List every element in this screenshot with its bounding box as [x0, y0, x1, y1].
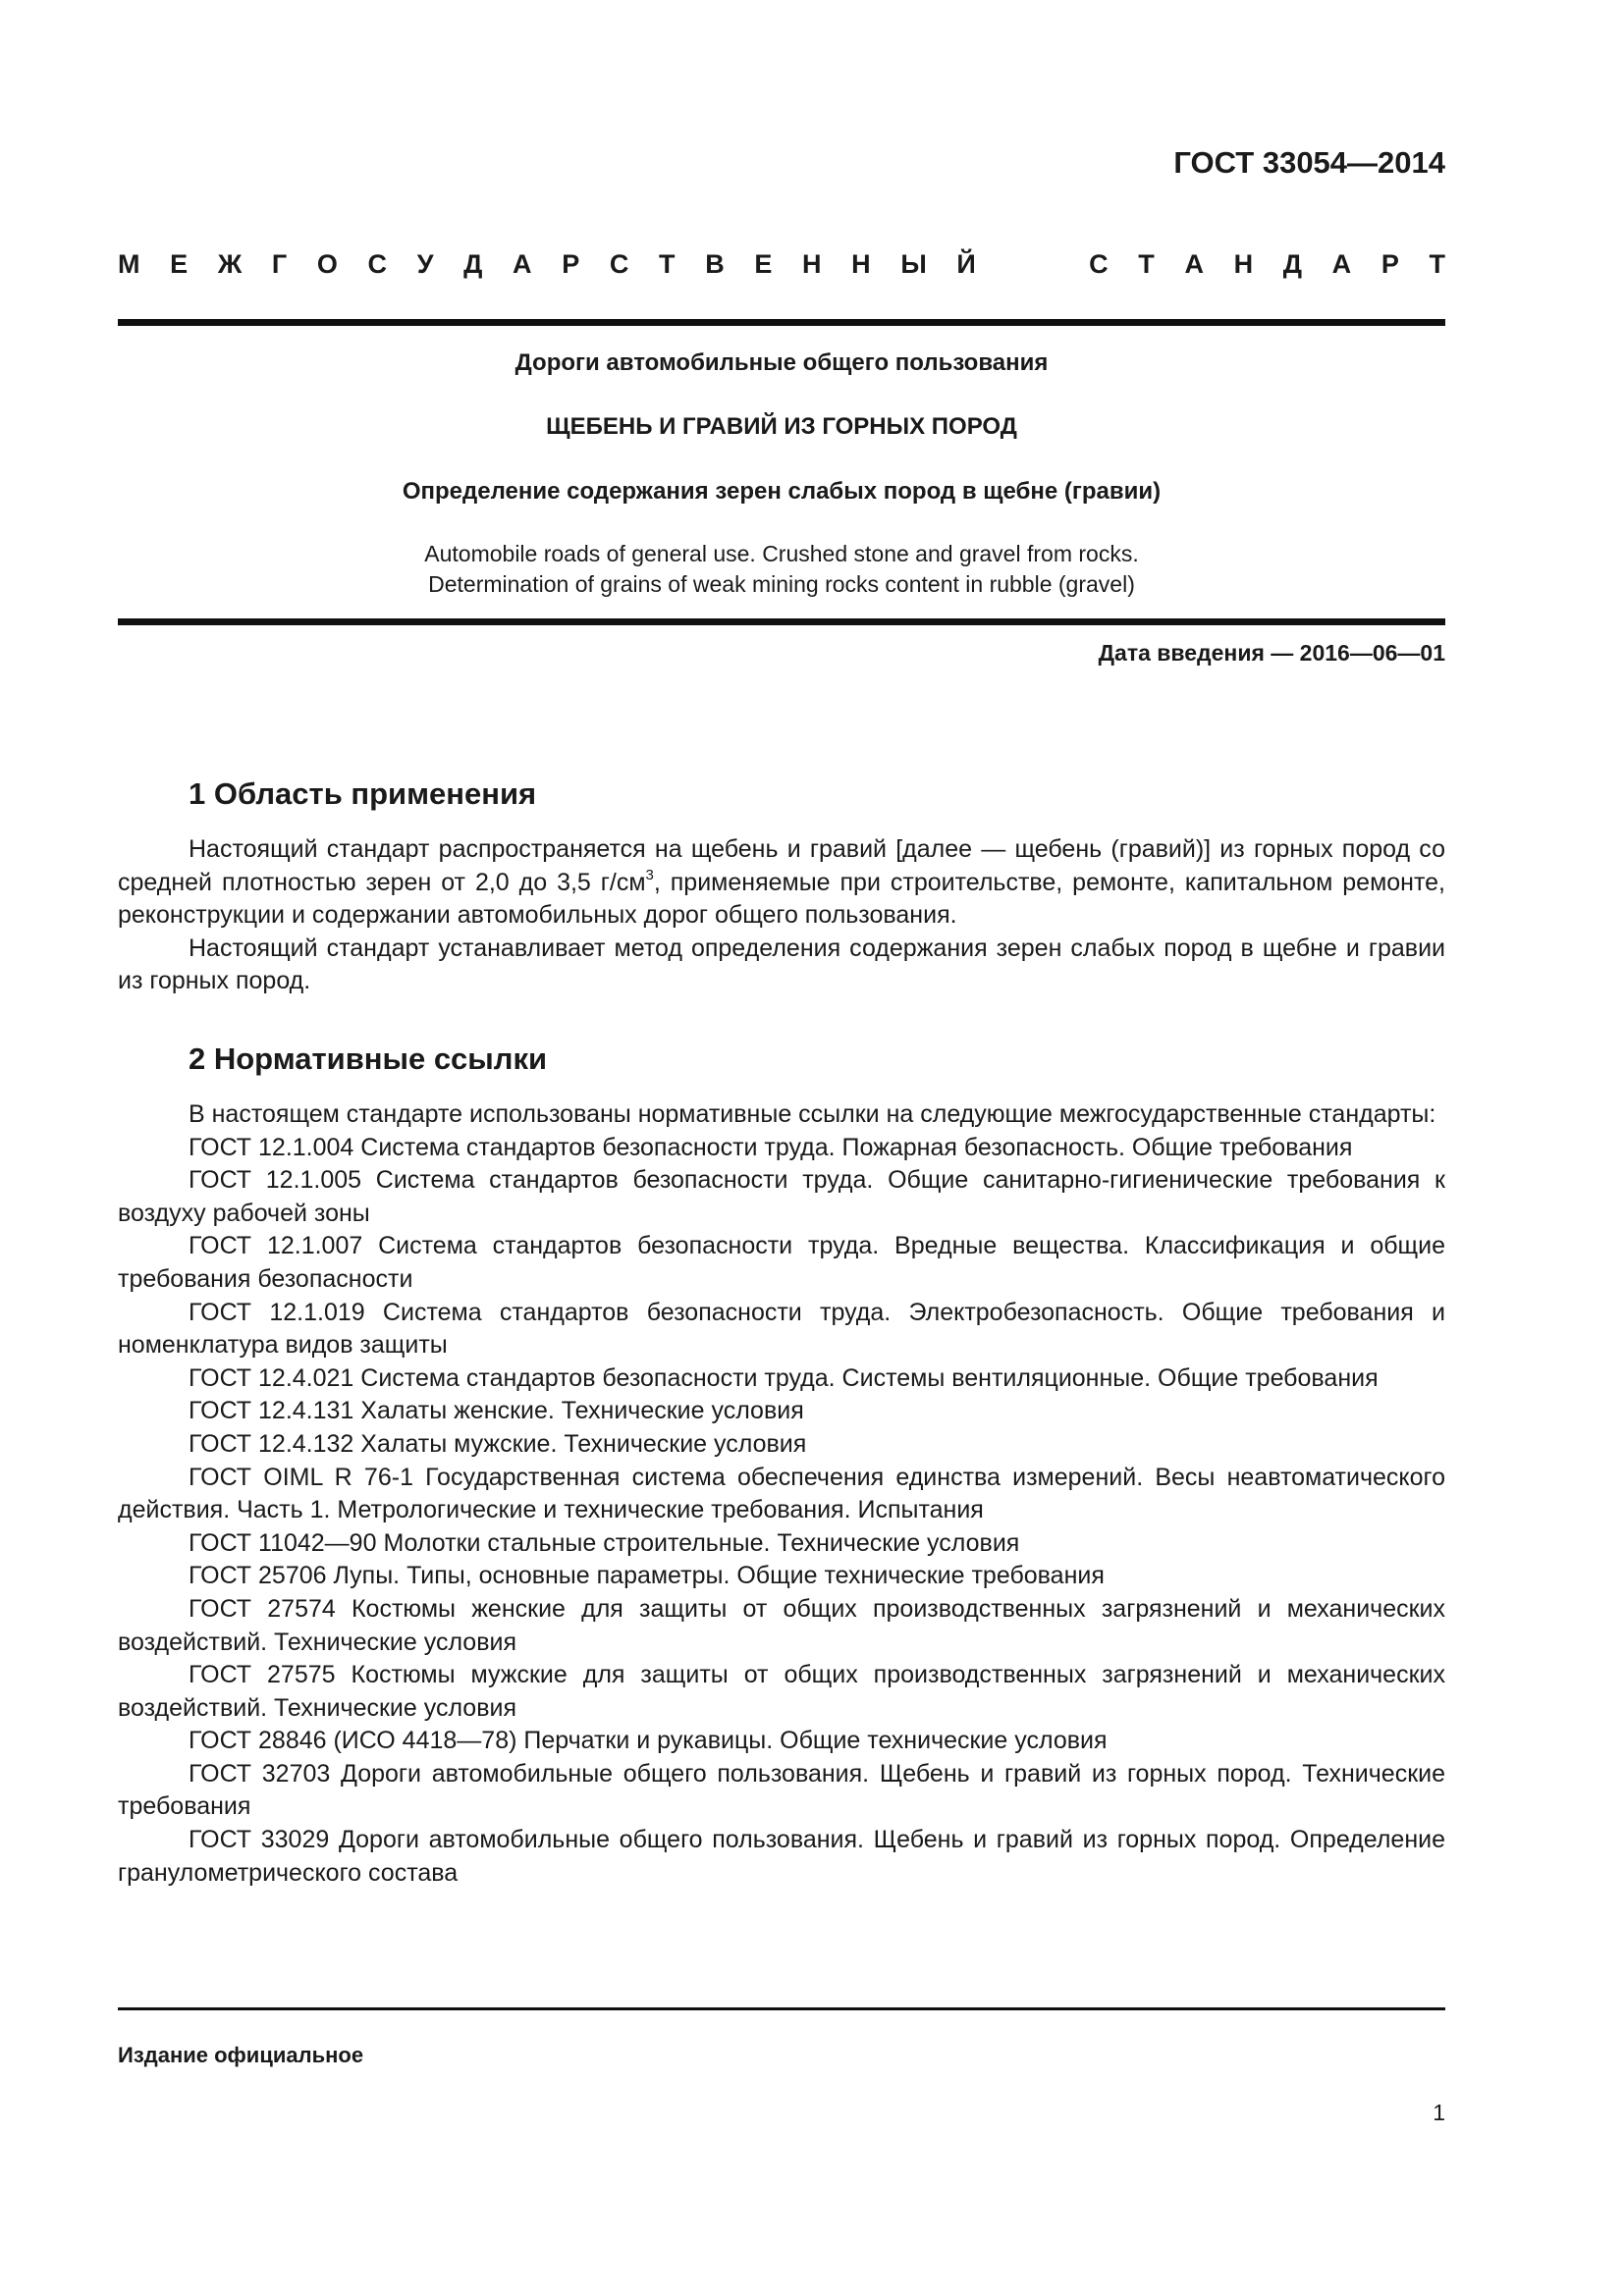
heading-letter: Н: [851, 249, 871, 279]
footer-rule: [118, 2007, 1445, 2010]
english-title: [118, 539, 1445, 600]
heading-letter: Р: [562, 249, 580, 279]
heading-letter: Т: [659, 249, 676, 279]
heading-letter: Е: [170, 249, 189, 279]
heading-letter: О: [316, 249, 338, 279]
reference-item: ГОСТ 12.1.004 Система стандартов безопасности труда. Пожарная безопасность. Общие требования: [189, 1133, 1353, 1161]
gost-number: ГОСТ 33054—2014: [1173, 145, 1445, 180]
interstate-standard-heading: [118, 249, 1445, 280]
heading-letter: С: [609, 249, 629, 279]
heading-letter: В: [705, 249, 725, 279]
reference-item: ГОСТ 12.4.131 Халаты женские. Технические условия: [189, 1397, 804, 1425]
word-gap: [1005, 249, 1058, 280]
heading-letter: А: [1331, 249, 1352, 279]
heading-letter: М: [118, 249, 140, 279]
heading-letter: Н: [802, 249, 822, 279]
reference-item: ГОСТ 25706 Лупы. Типы, основные параметры. Общие технические требования: [189, 1562, 1105, 1590]
paragraph-text: , применяемые при строительстве, ремонте, капитальном ремонте, реконструкции и содержании автомобильных дорог общего пользования.: [118, 868, 1445, 930]
section-1-heading: 1 Область применения: [189, 776, 537, 811]
page-number: 1: [1433, 2100, 1445, 2125]
english-title-line: Determination of grains of weak mining rocks content in rubble (gravel): [428, 571, 1135, 597]
reference-item: ГОСТ 27575 Костюмы мужские для защиты от общих производственных загрязнений и механических воздействий. Технические условия: [118, 1661, 1445, 1722]
official-edition-label: Издание официальное: [118, 2043, 364, 2067]
section-1-body: [118, 833, 1445, 998]
heading-letter: Й: [956, 249, 976, 279]
section-2-heading: 2 Нормативные ссылки: [189, 1041, 548, 1076]
paragraph-text: Настоящий стандарт распространяется на щебень и гравий [далее — щебень (гравий)] из горных пород со средней плотностью зерен от 2,0 до 3,5 г/см: [118, 835, 1445, 896]
reference-item: ГОСТ 12.1.019 Система стандартов безопасности труда. Электробезопасность. Общие требования и номенклатура видов защиты: [118, 1298, 1445, 1360]
heading-letter: С: [1089, 249, 1109, 279]
heading-letter: Е: [754, 249, 773, 279]
heading-letter: Ы: [900, 249, 927, 279]
section-2-body: [118, 1098, 1445, 1890]
reference-item: ГОСТ 11042—90 Молотки стальные строительные. Технические условия: [189, 1528, 1020, 1557]
heading-letter: Г: [271, 249, 288, 279]
reference-item: ГОСТ 27574 Костюмы женские для защиты от общих производственных загрязнений и механических воздействий. Технические условия: [118, 1594, 1445, 1656]
heading-letter: Д: [463, 249, 483, 279]
heading-letter: Т: [1138, 249, 1155, 279]
reference-item: ГОСТ 28846 (ИСО 4418—78) Перчатки и рукавицы. Общие технические условия: [189, 1727, 1108, 1755]
superscript: 3: [645, 866, 654, 883]
heading-letter: А: [1184, 249, 1204, 279]
reference-item: ГОСТ 32703 Дороги автомобильные общего пользования. Щебень и гравий из горных пород. Технические требования: [118, 1759, 1445, 1821]
heading-letter: С: [367, 249, 388, 279]
introduction-date: Дата введения — 2016—06—01: [1098, 640, 1445, 666]
reference-item: ГОСТ 12.4.021 Система стандартов безопасности труда. Системы вентиляционные. Общие требования: [189, 1363, 1379, 1392]
standard-main-title: ЩЕБЕНЬ И ГРАВИЙ ИЗ ГОРНЫХ ПОРОД: [546, 413, 1017, 440]
paragraph: [118, 833, 1445, 933]
paragraph: В настоящем стандарте использованы нормативные ссылки на следующие межгосударственные стандарты:: [189, 1100, 1436, 1128]
english-title-line: Automobile roads of general use. Crushed stone and gravel from rocks.: [424, 541, 1139, 566]
paragraph: Настоящий стандарт устанавливает метод определения содержания зерен слабых пород в щебне и гравии из горных пород.: [118, 934, 1445, 995]
heading-letter: У: [416, 249, 434, 279]
heading-letter: Ж: [217, 249, 243, 279]
heading-letter: Н: [1233, 249, 1254, 279]
reference-item: ГОСТ 33029 Дороги автомобильные общего пользования. Щебень и гравий из горных пород. Определение гранулометрического состава: [118, 1826, 1445, 1887]
heading-letter: Т: [1429, 249, 1445, 279]
reference-item: ГОСТ 12.1.005 Система стандартов безопасности труда. Общие санитарно-гигиенические требования к воздуху рабочей зоны: [118, 1166, 1445, 1227]
standard-subtitle: Определение содержания зерен слабых пород в щебне (гравии): [402, 478, 1162, 505]
reference-item: ГОСТ OIML R 76-1 Государственная система обеспечения единства измерений. Весы неавтоматического действия. Часть 1. Метрологические и технические требования. Испытания: [118, 1463, 1445, 1524]
heading-letter: Р: [1380, 249, 1399, 279]
standard-series-title: Дороги автомобильные общего пользования: [514, 349, 1049, 376]
title-block-rule: [118, 618, 1445, 625]
heading-letter: Д: [1282, 249, 1303, 279]
reference-item: ГОСТ 12.4.132 Халаты мужские. Технические условия: [189, 1429, 807, 1458]
heading-letter: А: [513, 249, 532, 279]
reference-item: ГОСТ 12.1.007 Система стандартов безопасности труда. Вредные вещества. Классификация и общие требования безопасности: [118, 1232, 1445, 1293]
document-page: [118, 0, 1445, 2296]
header-rule: [118, 319, 1445, 326]
